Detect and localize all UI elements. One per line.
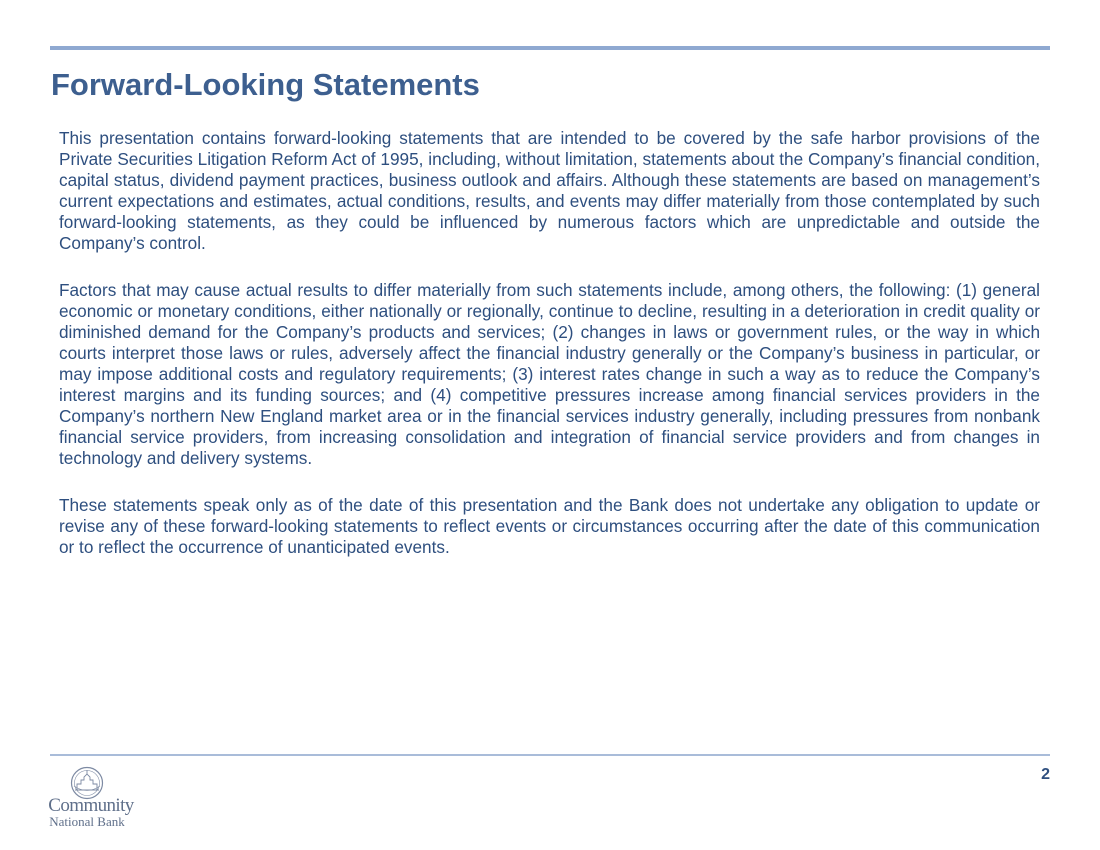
bottom-divider <box>50 754 1050 756</box>
paragraph-safe-harbor: This presentation contains forward-looking statements that are intended to be covered by the safe harbor provisions of the Private Securities Litigation Reform Act of 1995, including, without limitation, statements about the Company’s financial condition, capital status, dividend payment practices, business outlook and affairs. Although these statements are based on management’s current expectations and estimates, actual conditions, results, and events may differ materially from those contemplated by such forward-looking statements, as they could be influenced by numerous factors which are unpredictable and outside the Company’s control. <box>59 128 1040 253</box>
paragraph-no-obligation: These statements speak only as of the date of this presentation and the Bank does not undertake any obligation to update or revise any of these forward-looking statements to reflect events or circumstances occurring after the date of this communication or to reflect the occurrence of unanticipated events. <box>59 495 1040 557</box>
page-number: 2 <box>1041 766 1050 783</box>
logo-name-line1: Community <box>48 795 134 816</box>
company-logo <box>40 764 140 834</box>
top-divider <box>50 46 1050 50</box>
slide-body <box>59 128 1040 584</box>
logo-name-line2: National Bank <box>49 814 125 829</box>
slide-title: Forward-Looking Statements <box>51 67 480 102</box>
paragraph-risk-factors: Factors that may cause actual results to differ materially from such statements include, among others, the following: (1) general economic or monetary conditions, either nationally or regionally, continue to decline, resulting in a deterioration in credit quality or diminished demand for the Company’s products and services; (2) changes in laws or government rules, or the way in which courts interpret those laws or rules, adversely affect the financial industry generally or the Company’s business in particular, or may impose additional costs and regulatory requirements; (3) interest rates change in such a way as to reduce the Company’s interest margins and its funding sources; and (4) competitive pressures increase among financial services providers in the Company’s northern New England market area or in the financial services industry generally, including pressures from nonbank financial service providers, from increasing consolidation and integration of financial service providers and from changes in technology and delivery systems. <box>59 280 1040 468</box>
